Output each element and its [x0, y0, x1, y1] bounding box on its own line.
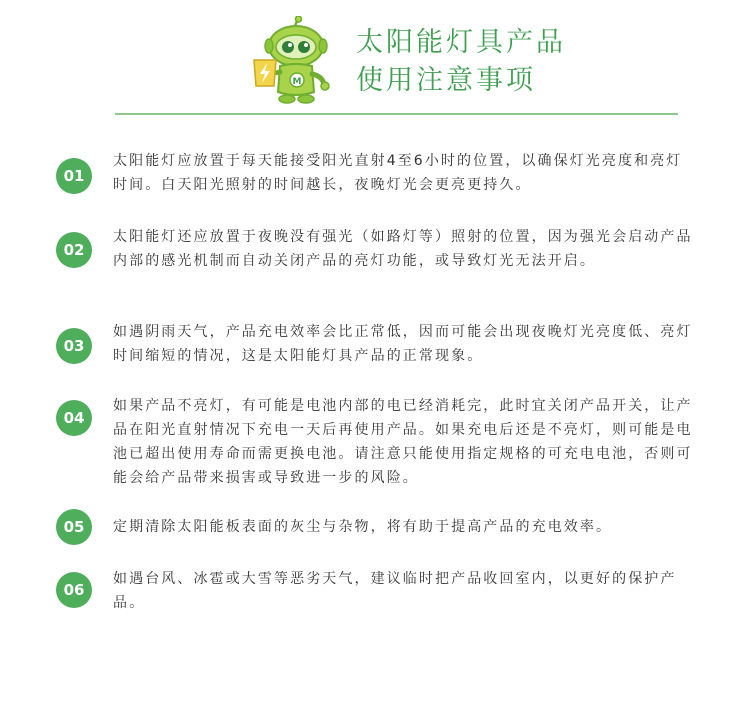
item-text: 定期清除太阳能板表面的灰尘与杂物，将有助于提高产品的充电效率。 — [113, 519, 613, 535]
mascot-badge-letter: M — [292, 77, 302, 87]
item-text: 如果产品不亮灯，有可能是电池内部的电已经消耗完，此时宜关闭产品开关，让产品在阳光直射情况下充电一天后再使用产品。如果充电后还是不亮灯，则可能是电池已超出使用寿命而需更换电池。请注意只能使用指定规格的可充电电池，否则可能会给产品带来损害或导致进一步的风险。 — [113, 398, 693, 486]
item-number-badge: 02 — [56, 232, 92, 268]
item-number-badge: 04 — [56, 400, 92, 436]
title-line-1: 太阳能灯具产品 — [356, 27, 566, 58]
item-number-badge: 01 — [56, 158, 92, 194]
item-number-badge: 06 — [56, 572, 92, 608]
item-text: 太阳能灯应放置于每天能接受阳光直射4至6小时的位置，以确保灯光亮度和亮灯时间。白天阳光照射的时间越长，夜晚灯光会更亮更持久。 — [113, 153, 683, 193]
item-number-badge: 05 — [56, 509, 92, 545]
item-number-badge: 03 — [56, 328, 92, 364]
item-text: 如遇台风、冰雹或大雪等恶劣天气，建议临时把产品收回室内，以更好的保护产品。 — [113, 571, 677, 611]
title-line-2: 使用注意事项 — [356, 65, 536, 96]
item-text: 太阳能灯还应放置于夜晚没有强光（如路灯等）照射的位置，因为强光会启动产品内部的感光机制而自动关闭产品的亮灯功能，或导致灯光无法开启。 — [113, 229, 693, 269]
item-text: 如遇阴雨天气，产品充电效率会比正常低，因而可能会出现夜晚灯光亮度低、亮灯时间缩短的情况，这是太阳能灯具产品的正常现象。 — [113, 324, 693, 364]
